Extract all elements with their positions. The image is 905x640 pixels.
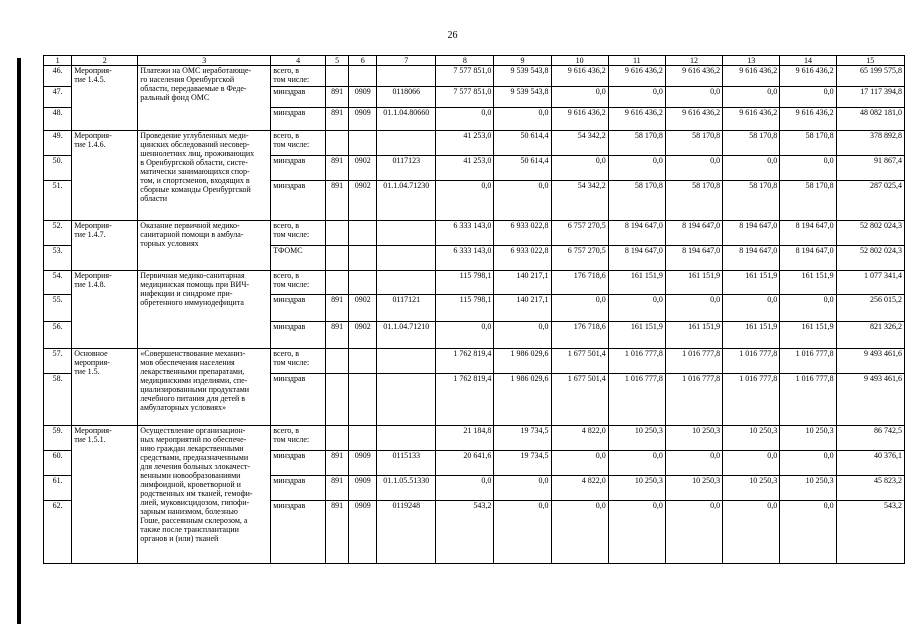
grbs-code: 891	[326, 156, 349, 181]
funding-source	[271, 131, 326, 156]
grbs-code	[326, 374, 349, 426]
funding-source-text: минздрав	[273, 501, 306, 510]
column-header: 1	[44, 56, 72, 66]
amount-cell: 1 016 777,8	[723, 374, 780, 426]
measure-name	[72, 221, 138, 271]
amount-cell: 54 342,2	[551, 131, 608, 156]
section-code: 0909	[349, 87, 377, 108]
amount-cell: 0,0	[665, 295, 722, 322]
row-number: 50.	[44, 156, 72, 181]
funding-source-text: всего, в том числе:	[273, 271, 310, 289]
funding-source-text: минздрав	[273, 476, 306, 485]
amount-cell: 9 616 436,2	[551, 66, 608, 87]
amount-cell: 48 082 181,0	[836, 108, 904, 131]
amount-cell: 0,0	[608, 87, 665, 108]
amount-cell: 6 757 270,5	[551, 221, 608, 246]
funding-source-text: всего, в том числе:	[273, 66, 310, 84]
grbs-code	[326, 349, 349, 374]
description-text: Первичная медико-санитарная медицинская помощь при ВИЧ- инфекции и синдроме при- обретенного иммунодефицита	[140, 271, 250, 307]
amount-cell: 1 677 501,4	[551, 349, 608, 374]
page-edge-bar	[17, 58, 21, 624]
row-number: 52.	[44, 221, 72, 246]
measure-description	[138, 426, 271, 564]
amount-cell: 161 151,9	[780, 271, 836, 295]
amount-cell: 1 077 341,4	[836, 271, 904, 295]
amount-cell: 10 250,3	[780, 476, 836, 501]
amount-cell: 9 616 436,2	[665, 108, 722, 131]
amount-cell: 9 616 436,2	[551, 108, 608, 131]
column-header: 3	[138, 56, 271, 66]
amount-cell: 8 194 647,0	[723, 246, 780, 271]
amount-cell: 0,0	[780, 295, 836, 322]
grbs-code: 891	[326, 181, 349, 221]
section-code	[349, 221, 377, 246]
row-number: 56.	[44, 322, 72, 349]
amount-cell: 50 614,4	[494, 131, 551, 156]
amount-cell: 9 539 543,8	[494, 87, 551, 108]
amount-cell: 20 641,6	[436, 451, 494, 476]
measure-description	[138, 271, 271, 349]
column-header: 8	[436, 56, 494, 66]
row-number: 60.	[44, 451, 72, 476]
amount-cell: 0,0	[723, 87, 780, 108]
amount-cell: 0,0	[494, 476, 551, 501]
row-number: 46.	[44, 66, 72, 87]
column-header: 11	[608, 56, 665, 66]
amount-cell: 161 151,9	[608, 322, 665, 349]
table-row	[44, 271, 905, 295]
row-number: 57.	[44, 349, 72, 374]
funding-source	[271, 66, 326, 87]
target-article-code	[377, 246, 436, 271]
row-number: 48.	[44, 108, 72, 131]
header-row	[44, 56, 905, 66]
amount-cell: 0,0	[723, 295, 780, 322]
measure-label: Мероприя- тие 1.4.5.	[74, 66, 112, 84]
amount-cell: 161 151,9	[723, 322, 780, 349]
amount-cell: 9 616 436,2	[723, 66, 780, 87]
amount-cell: 9 616 436,2	[608, 108, 665, 131]
amount-cell: 86 742,5	[836, 426, 904, 451]
row-number: 47.	[44, 87, 72, 108]
grbs-code: 891	[326, 295, 349, 322]
section-code: 0902	[349, 295, 377, 322]
amount-cell: 176 718,6	[551, 322, 608, 349]
amount-cell: 0,0	[780, 451, 836, 476]
row-number: 53.	[44, 246, 72, 271]
amount-cell: 1 016 777,8	[723, 349, 780, 374]
description-text: Оказание первичной медико- санитарной помощи в амбула- торных условиях	[140, 221, 244, 248]
section-code	[349, 246, 377, 271]
amount-cell: 1 016 777,8	[608, 374, 665, 426]
amount-cell: 0,0	[780, 501, 836, 564]
amount-cell: 8 194 647,0	[608, 246, 665, 271]
column-header: 13	[723, 56, 780, 66]
column-header: 7	[377, 56, 436, 66]
target-article-code: 0117121	[377, 295, 436, 322]
row-number: 49.	[44, 131, 72, 156]
amount-cell: 543,2	[836, 501, 904, 564]
funding-source-text: минздрав	[273, 108, 306, 117]
amount-cell: 0,0	[551, 87, 608, 108]
section-code	[349, 426, 377, 451]
section-code	[349, 349, 377, 374]
description-text: Проведение углубленных меди- цинских обследований несовер- шеннолетних лиц, проживающих в Оренбургской области, систе- матически занимающихся спор- том, и спортсменов, входящих в сборные команды Оренбургской области	[140, 131, 255, 203]
column-header: 4	[271, 56, 326, 66]
table-row	[44, 131, 905, 156]
amount-cell: 10 250,3	[608, 476, 665, 501]
amount-cell: 6 933 022,8	[494, 221, 551, 246]
amount-cell: 45 823,2	[836, 476, 904, 501]
amount-cell: 58 170,8	[780, 181, 836, 221]
amount-cell: 1 762 819,4	[436, 374, 494, 426]
funding-source	[271, 349, 326, 374]
table-row	[44, 66, 905, 87]
funding-source-text: минздрав	[273, 156, 306, 165]
amount-cell: 21 184,8	[436, 426, 494, 451]
amount-cell: 58 170,8	[723, 181, 780, 221]
section-code	[349, 131, 377, 156]
row-number: 59.	[44, 426, 72, 451]
target-article-code	[377, 271, 436, 295]
section-code: 0902	[349, 322, 377, 349]
row-number: 61.	[44, 476, 72, 501]
target-article-code: 01.1.04.71210	[377, 322, 436, 349]
amount-cell: 9 493 461,6	[836, 374, 904, 426]
target-article-code: 0115133	[377, 451, 436, 476]
amount-cell: 161 151,9	[665, 322, 722, 349]
amount-cell: 115 798,1	[436, 271, 494, 295]
section-code	[349, 374, 377, 426]
amount-cell: 19 734,5	[494, 426, 551, 451]
section-code: 0909	[349, 108, 377, 131]
amount-cell: 0,0	[723, 156, 780, 181]
target-article-code	[377, 374, 436, 426]
amount-cell: 0,0	[665, 451, 722, 476]
amount-cell: 9 616 436,2	[780, 66, 836, 87]
amount-cell: 821 326,2	[836, 322, 904, 349]
grbs-code	[326, 426, 349, 451]
amount-cell: 0,0	[436, 108, 494, 131]
funding-source	[271, 108, 326, 131]
amount-cell: 378 892,8	[836, 131, 904, 156]
row-number: 51.	[44, 181, 72, 221]
column-header: 10	[551, 56, 608, 66]
column-header: 5	[326, 56, 349, 66]
amount-cell: 0,0	[780, 156, 836, 181]
measure-name	[72, 271, 138, 349]
page-number: 26	[447, 30, 458, 41]
funding-source-text: минздрав	[273, 374, 306, 383]
amount-cell: 41 253,0	[436, 156, 494, 181]
amount-cell: 52 802 024,3	[836, 246, 904, 271]
amount-cell: 0,0	[665, 156, 722, 181]
funding-source-text: ТФОМС	[273, 246, 303, 255]
column-header: 14	[780, 56, 836, 66]
amount-cell: 6 333 143,0	[436, 246, 494, 271]
amount-cell: 9 493 461,6	[836, 349, 904, 374]
amount-cell: 140 217,1	[494, 271, 551, 295]
amount-cell: 8 194 647,0	[780, 246, 836, 271]
amount-cell: 0,0	[608, 501, 665, 564]
amount-cell: 115 798,1	[436, 295, 494, 322]
amount-cell: 0,0	[723, 501, 780, 564]
amount-cell: 9 616 436,2	[780, 108, 836, 131]
target-article-code: 0118066	[377, 87, 436, 108]
funding-source	[271, 451, 326, 476]
amount-cell: 161 151,9	[665, 271, 722, 295]
amount-cell: 4 822,0	[551, 426, 608, 451]
funding-source-text: всего, в том числе:	[273, 349, 310, 367]
amount-cell: 9 616 436,2	[723, 108, 780, 131]
amount-cell: 10 250,3	[723, 476, 780, 501]
grbs-code: 891	[326, 451, 349, 476]
amount-cell: 4 822,0	[551, 476, 608, 501]
amount-cell: 10 250,3	[608, 426, 665, 451]
row-number: 58.	[44, 374, 72, 426]
measure-label: Мероприя- тие 1.5.1.	[74, 426, 112, 444]
funding-source	[271, 181, 326, 221]
row-number: 55.	[44, 295, 72, 322]
amount-cell: 161 151,9	[780, 322, 836, 349]
measure-description	[138, 131, 271, 221]
amount-cell: 1 016 777,8	[780, 349, 836, 374]
amount-cell: 58 170,8	[780, 131, 836, 156]
amount-cell: 9 539 543,8	[494, 66, 551, 87]
amount-cell: 7 577 851,0	[436, 87, 494, 108]
amount-cell: 52 802 024,3	[836, 221, 904, 246]
target-article-code	[377, 349, 436, 374]
amount-cell: 256 015,2	[836, 295, 904, 322]
target-article-code: 01.1.04.80660	[377, 108, 436, 131]
measure-description	[138, 221, 271, 271]
amount-cell: 10 250,3	[780, 426, 836, 451]
funding-source-text: всего, в том числе:	[273, 131, 310, 149]
amount-cell: 58 170,8	[665, 131, 722, 156]
amount-cell: 8 194 647,0	[723, 221, 780, 246]
description-text: «Совершенствование механиз- мов обеспечения населения лекарственными препаратами, медицинскими изделиями, спе- циализированными продуктами лечебного питания для детей в амбулаторных условиях»	[140, 349, 250, 412]
measure-name	[72, 426, 138, 564]
amount-cell: 8 194 647,0	[665, 221, 722, 246]
funding-source	[271, 374, 326, 426]
column-header: 15	[836, 56, 904, 66]
measure-description	[138, 349, 271, 426]
amount-cell: 9 616 436,2	[665, 66, 722, 87]
funding-source-text: минздрав	[273, 322, 306, 331]
column-header: 6	[349, 56, 377, 66]
amount-cell: 0,0	[436, 181, 494, 221]
amount-cell: 10 250,3	[665, 426, 722, 451]
amount-cell: 1 986 029,6	[494, 349, 551, 374]
measure-label: Мероприя- тие 1.4.7.	[74, 221, 112, 239]
amount-cell: 91 867,4	[836, 156, 904, 181]
funding-source-text: всего, в том числе:	[273, 426, 310, 444]
amount-cell: 58 170,8	[723, 131, 780, 156]
amount-cell: 8 194 647,0	[780, 221, 836, 246]
funding-source	[271, 295, 326, 322]
amount-cell: 176 718,6	[551, 271, 608, 295]
amount-cell: 0,0	[494, 108, 551, 131]
grbs-code: 891	[326, 87, 349, 108]
amount-cell: 6 333 143,0	[436, 221, 494, 246]
amount-cell: 0,0	[436, 476, 494, 501]
amount-cell: 6 757 270,5	[551, 246, 608, 271]
amount-cell: 58 170,8	[665, 181, 722, 221]
target-article-code: 01.1.05.51330	[377, 476, 436, 501]
amount-cell: 140 217,1	[494, 295, 551, 322]
funding-source	[271, 221, 326, 246]
measure-name	[72, 66, 138, 131]
amount-cell: 0,0	[608, 156, 665, 181]
measure-description	[138, 66, 271, 131]
amount-cell: 19 734,5	[494, 451, 551, 476]
row-number: 62.	[44, 501, 72, 564]
amount-cell: 10 250,3	[665, 476, 722, 501]
amount-cell: 1 986 029,6	[494, 374, 551, 426]
amount-cell: 0,0	[551, 451, 608, 476]
grbs-code: 891	[326, 322, 349, 349]
funding-source	[271, 322, 326, 349]
amount-cell: 1 762 819,4	[436, 349, 494, 374]
grbs-code	[326, 66, 349, 87]
target-article-code: 01.1.04.71230	[377, 181, 436, 221]
amount-cell: 41 253,0	[436, 131, 494, 156]
amount-cell: 0,0	[780, 87, 836, 108]
amount-cell: 0,0	[494, 181, 551, 221]
section-code: 0902	[349, 156, 377, 181]
grbs-code: 891	[326, 108, 349, 131]
amount-cell: 0,0	[551, 295, 608, 322]
funding-source	[271, 426, 326, 451]
column-header: 9	[494, 56, 551, 66]
funding-source-text: минздрав	[273, 451, 306, 460]
table-row	[44, 349, 905, 374]
funding-source-text: всего, в том числе:	[273, 221, 310, 239]
measure-label: Основное мероприя- тие 1.5.	[74, 349, 110, 376]
section-code: 0909	[349, 476, 377, 501]
amount-cell: 0,0	[551, 156, 608, 181]
funding-source	[271, 476, 326, 501]
amount-cell: 287 025,4	[836, 181, 904, 221]
amount-cell: 54 342,2	[551, 181, 608, 221]
amount-cell: 1 016 777,8	[780, 374, 836, 426]
amount-cell: 0,0	[494, 322, 551, 349]
amount-cell: 543,2	[436, 501, 494, 564]
section-code	[349, 66, 377, 87]
amount-cell: 6 933 022,8	[494, 246, 551, 271]
grbs-code	[326, 131, 349, 156]
target-article-code	[377, 66, 436, 87]
description-text: Осуществление организацион- ных мероприятий по обеспече- нию граждан лекарственными средствами, предназначенными для лечения больных злокачест- венными новообразованиями лимфоидной, кроветворной и родственных им тканей, гемофи- лией, муковисцидозом, гипофи- зарным нанизмом, болезнью Гоше, рассеянным склерозом, а также после трансплантации органов и (или) тканей	[140, 426, 253, 543]
amount-cell: 8 194 647,0	[608, 221, 665, 246]
amount-cell: 161 151,9	[723, 271, 780, 295]
measure-name	[72, 349, 138, 426]
funding-source-text: минздрав	[273, 295, 306, 304]
amount-cell: 40 376,1	[836, 451, 904, 476]
amount-cell: 65 199 575,8	[836, 66, 904, 87]
target-article-code	[377, 131, 436, 156]
amount-cell: 161 151,9	[608, 271, 665, 295]
column-header: 2	[72, 56, 138, 66]
funding-source	[271, 271, 326, 295]
funding-source	[271, 87, 326, 108]
amount-cell: 1 016 777,8	[608, 349, 665, 374]
amount-cell: 10 250,3	[723, 426, 780, 451]
grbs-code	[326, 221, 349, 246]
amount-cell: 1 016 777,8	[665, 349, 722, 374]
grbs-code: 891	[326, 501, 349, 564]
amount-cell: 50 614,4	[494, 156, 551, 181]
amount-cell: 1 677 501,4	[551, 374, 608, 426]
amount-cell: 0,0	[665, 501, 722, 564]
funding-source	[271, 501, 326, 564]
amount-cell: 9 616 436,2	[608, 66, 665, 87]
measure-label: Мероприя- тие 1.4.6.	[74, 131, 112, 149]
amount-cell: 0,0	[608, 451, 665, 476]
section-code	[349, 271, 377, 295]
grbs-code	[326, 246, 349, 271]
target-article-code	[377, 426, 436, 451]
budget-table	[43, 55, 905, 564]
amount-cell: 0,0	[608, 295, 665, 322]
measure-label: Мероприя- тие 1.4.8.	[74, 271, 112, 289]
column-header: 12	[665, 56, 722, 66]
funding-source	[271, 246, 326, 271]
target-article-code: 0119248	[377, 501, 436, 564]
amount-cell: 58 170,8	[608, 181, 665, 221]
funding-source-text: минздрав	[273, 181, 306, 190]
section-code: 0909	[349, 501, 377, 564]
target-article-code: 0117123	[377, 156, 436, 181]
section-code: 0909	[349, 451, 377, 476]
table-row	[44, 221, 905, 246]
target-article-code	[377, 221, 436, 246]
grbs-code	[326, 271, 349, 295]
amount-cell: 58 170,8	[608, 131, 665, 156]
row-number: 54.	[44, 271, 72, 295]
amount-cell: 17 117 394,8	[836, 87, 904, 108]
amount-cell: 7 577 851,0	[436, 66, 494, 87]
amount-cell: 0,0	[665, 87, 722, 108]
section-code: 0902	[349, 181, 377, 221]
description-text: Платежи на ОМС неработающе- го населения Оренбургской области, передаваемые в Феде- ральный фонд ОМС	[140, 66, 252, 102]
measure-name	[72, 131, 138, 221]
funding-source-text: минздрав	[273, 87, 306, 96]
amount-cell: 0,0	[436, 322, 494, 349]
amount-cell: 0,0	[723, 451, 780, 476]
amount-cell: 8 194 647,0	[665, 246, 722, 271]
amount-cell: 0,0	[551, 501, 608, 564]
amount-cell: 0,0	[494, 501, 551, 564]
table-row	[44, 426, 905, 451]
amount-cell: 1 016 777,8	[665, 374, 722, 426]
funding-source	[271, 156, 326, 181]
grbs-code: 891	[326, 476, 349, 501]
